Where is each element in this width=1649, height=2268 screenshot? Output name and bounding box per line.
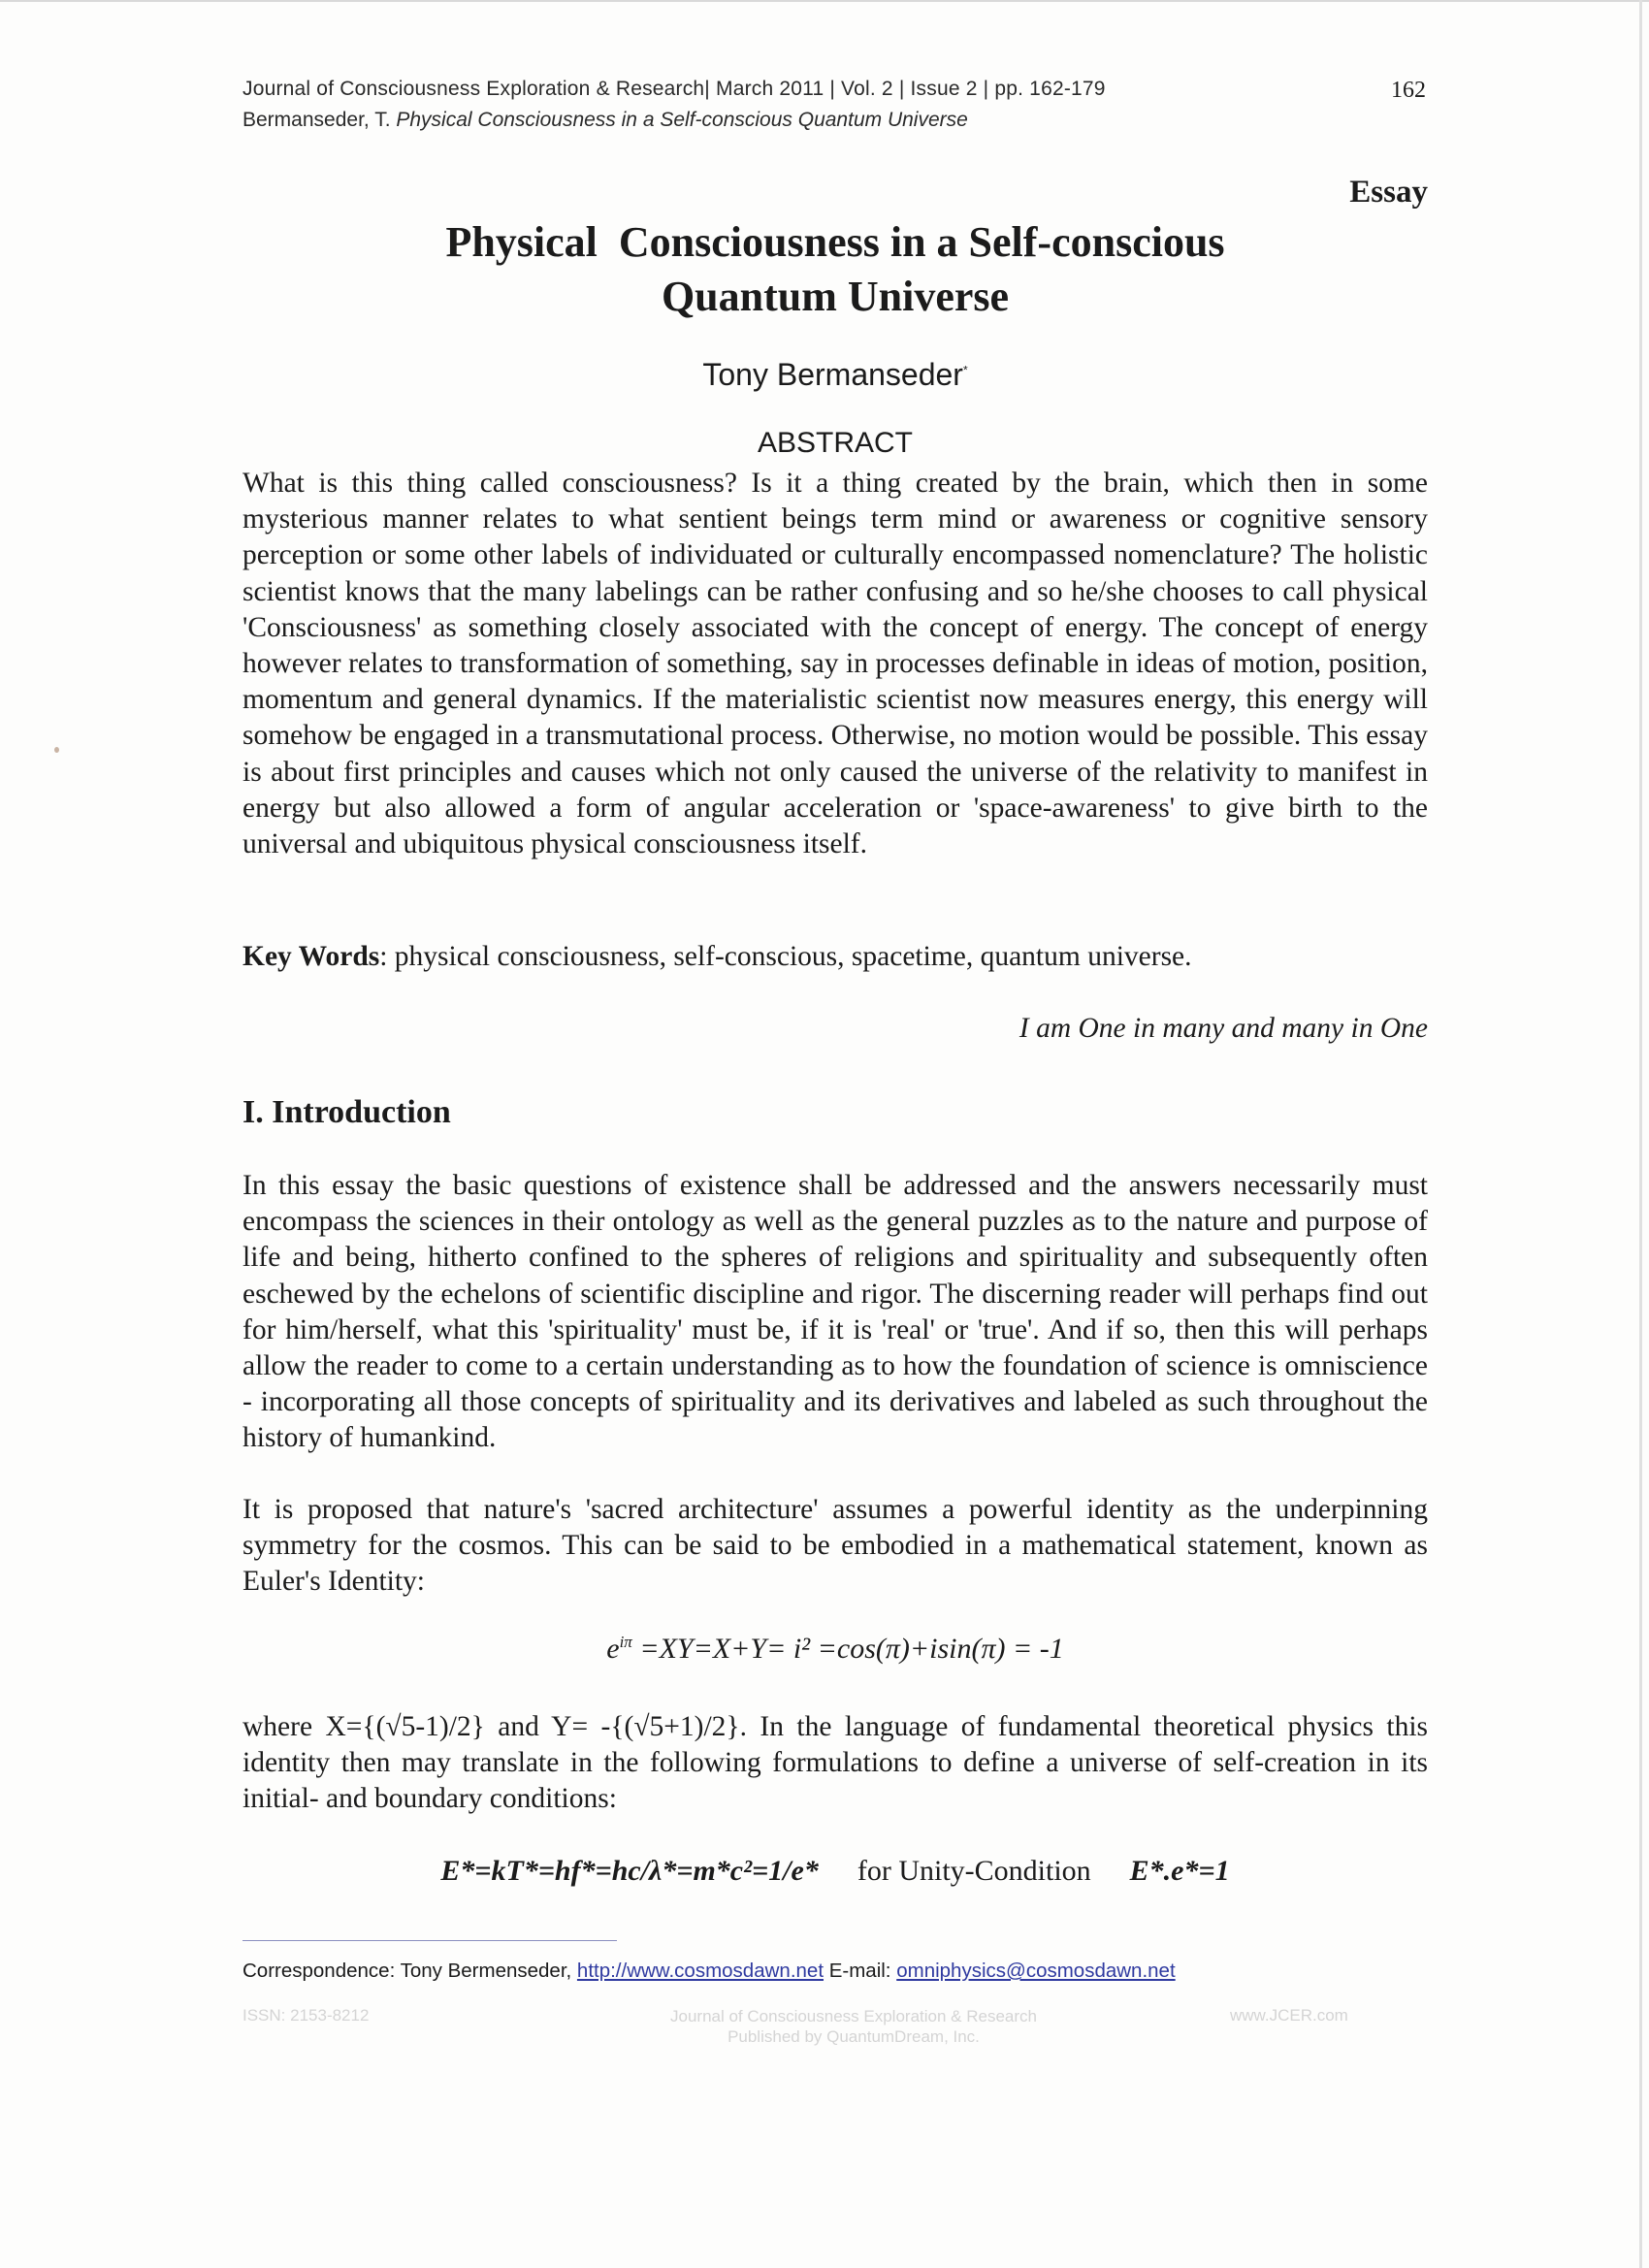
paper-title-line1: Physical Consciousness in a Self-conscious (445, 218, 1225, 266)
footer-website: www.JCER.com (1230, 2006, 1348, 2025)
article-type: Essay (1349, 175, 1428, 210)
keywords-text: : physical consciousness, self-conscious, spacetime, quantum universe. (379, 941, 1192, 972)
scan-edge-top (0, 0, 1649, 2)
author-line (242, 357, 1428, 393)
running-header-title: Physical Consciousness in a Self-conscious Quantum Universe (396, 109, 968, 131)
equation2-left: E*=kT*=hf*=hc/λ*=m*c²=1/e* (440, 1855, 819, 1887)
author-name: Tony Bermanseder (702, 357, 963, 392)
keywords-label: Key Words (242, 941, 380, 972)
intro-paragraph-1: In this essay the basic questions of existence shall be addressed and the answers necessarily must encompass the sciences in their ontology as well as the general puzzles as to the nature and purpose of life and being, hitherto confined to the spheres of religions and spirituality and subsequently often eschewed by the echelons of scientific discipline and rigor. The discerning reader will perhaps find out for him/herself, what this 'spirituality' must be, if it is 'real' or 'true'. And if so, then this will perhaps allow the reader to come to a certain understanding as to how the foundation of science is omniscience - incorporating all those concepts of spirituality and its derivatives and labeled as such throughout the history of humankind. (242, 1170, 1428, 1454)
correspondence-email-label: E-mail: (828, 1960, 891, 1982)
page-number: 162 (1391, 78, 1426, 103)
footer-publisher: Published by QuantumDream, Inc. (728, 2027, 980, 2046)
running-header-author: Bermanseder, T. (242, 109, 391, 131)
author-footnote-mark: * (962, 363, 968, 377)
running-header-journal: Journal of Consciousness Exploration & Research| March 2011 | Vol. 2 | Issue 2 | pp. 162-179 (242, 78, 1106, 100)
abstract-text: What is this thing called consciousness? Is it a thing created by the brain, which then in some mysterious manner relates to what sentient beings term mind or awareness or cognitive sensory perception or some other labels of individuated or culturally encompassed nomenclature? The holistic scientist knows that the many labelings can be rather confusing and so he/she chooses to call physical 'Consciousness' as something closely associated with the concept of energy. The concept of energy however relates to transformation of something, say in processes definable in ideas of motion, position, momentum and general dynamics. If the materialistic scientist now measures energy, this energy will somehow be engaged in a transmutational process. Otherwise, no motion would be possible. This essay is about first principles and causes which not only caused the universe of the relativity to manifest in energy but also allowed a form of angular acceleration or 'space-awareness' to give birth to the universal and ubiquitous physical consciousness itself. (242, 468, 1428, 860)
footer-journal: Journal of Consciousness Exploration & Research (670, 2007, 1037, 2025)
epigraph: I am One in many and many in One (1018, 1013, 1428, 1044)
correspondence-prefix: Correspondence: Tony Bermenseder, (242, 1960, 572, 1982)
keywords (242, 939, 1428, 975)
paper-title-line2: Quantum Universe (661, 273, 1010, 320)
equation-euler-exponent: iπ (619, 1633, 632, 1651)
equation-euler-rest: =XY=X+Y= i² =cos(π)+isin(π) = -1 (631, 1633, 1064, 1665)
correspondence-url-link[interactable]: http://www.cosmosdawn.net (576, 1960, 824, 1982)
equation-unity-condition (242, 1855, 1428, 1888)
footer-journal-block (630, 2006, 1077, 2047)
correspondence-footnote (242, 1960, 1176, 1983)
scan-edge-right (1639, 0, 1642, 2268)
equation2-middle: for Unity-Condition (857, 1855, 1091, 1887)
footnote-rule (242, 1940, 617, 1941)
paper-title (242, 215, 1428, 324)
equation-euler-identity (242, 1633, 1428, 1666)
intro-paragraph-2: It is proposed that nature's 'sacred architecture' assumes a powerful identity as the underpinning symmetry for the cosmos. This can be said to be embodied in a mathematical statement, known as Euler's Identity: (242, 1494, 1428, 1598)
abstract-heading: ABSTRACT (757, 427, 914, 459)
footer-issn: ISSN: 2153-8212 (242, 2006, 370, 2025)
equation-euler-base: e (606, 1633, 620, 1665)
section-heading-introduction: I. Introduction (242, 1094, 451, 1130)
correspondence-email-link[interactable]: omniphysics@cosmosdawn.net (896, 1960, 1176, 1982)
where-paragraph: where X={(√5-1)/2} and Y= -{(√5+1)/2}. In the language of fundamental theoretical physics this identity then may translate in the following formulations to define a universe of self-creation in its initial- and boundary conditions: (242, 1711, 1428, 1815)
running-header-citation (242, 109, 968, 132)
scan-speck (54, 747, 59, 753)
equation2-right: E*.e*=1 (1129, 1855, 1230, 1887)
